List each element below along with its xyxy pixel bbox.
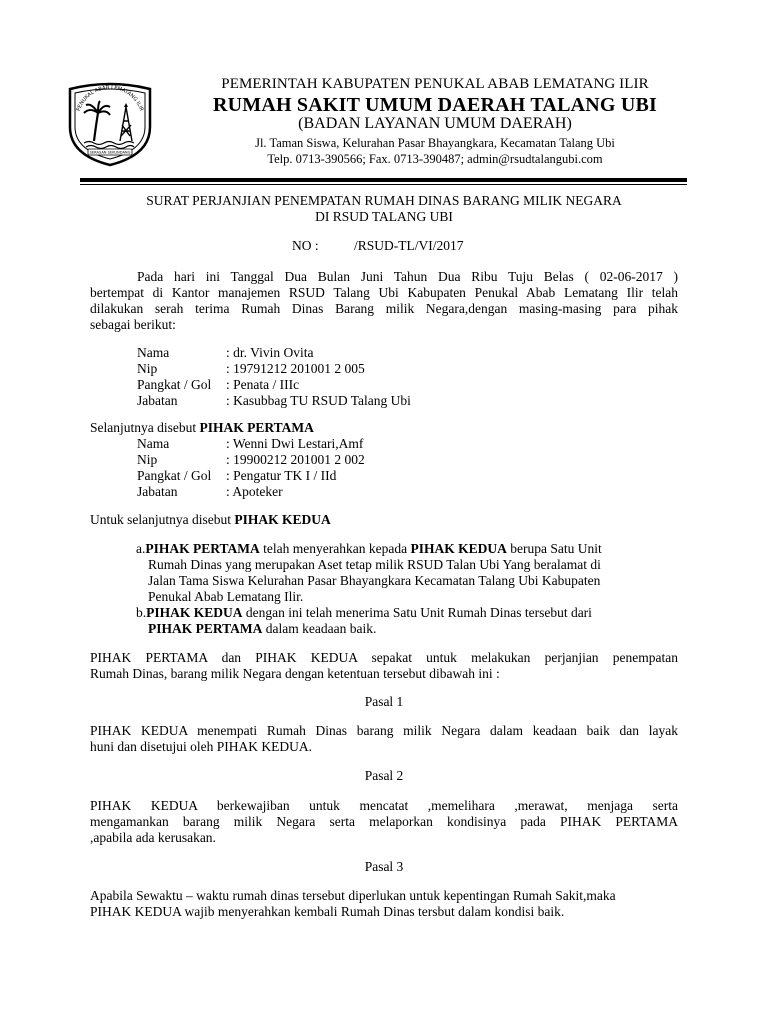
intro-line: sebagai berikut: [90, 317, 176, 332]
document-subtitle: DI RSUD TALANG UBI [315, 209, 453, 224]
point-b [136, 605, 592, 621]
point-a-marker: a. [136, 541, 146, 556]
point-a-bold: PIHAK PERTAMA [145, 541, 260, 556]
party1-value: : Kasubbag TU RSUD Talang Ubi [226, 393, 411, 408]
document-title: SURAT PERJANJIAN PENEMPATAN RUMAH DINAS BARANG MILIK NEGARA [146, 193, 622, 208]
address: Jl. Taman Siswa, Kelurahan Pasar Bhayangkara, Kecamatan Talang Ubi [255, 136, 615, 150]
point-b-bold: PIHAK PERTAMA [148, 621, 263, 636]
party1-label: Nip [137, 361, 158, 376]
pasal-1-line: PIHAK KEDUA menempati Rumah Dinas barang milik Negara dalam keadaan baik dan layak [90, 723, 678, 738]
point-a-text: telah menyerahkan kepada [259, 541, 411, 556]
intro-line: Pada hari ini Tanggal Dua Bulan Juni Tahun Dua Ribu Tuju Belas ( 02-06-2017 ) [137, 269, 678, 284]
point-b-marker: b. [136, 605, 147, 620]
party2-value: : Apoteker [226, 484, 283, 499]
party1-label: Pangkat / Gol [137, 377, 212, 392]
pasal-2-line: PIHAK KEDUA berkewajiban untuk mencatat ,memelihara ,merawat, menjaga serta [90, 798, 678, 813]
point-b-text: dengan ini telah menerima Satu Unit Rumah Dinas tersebut dari [242, 605, 592, 620]
government-name: PEMERINTAH KABUPATEN PENUKAL ABAB LEMATANG ILIR [221, 76, 649, 92]
seal-motto: SERASAN SEKUNDANG [89, 150, 131, 155]
pasal-1-line: huni dan disetujui oleh PIHAK KEDUA. [90, 739, 312, 754]
seal-top-text: PENUKAL ABAB LEMATANG ILIR [75, 84, 145, 113]
party2-caption [90, 512, 331, 528]
party1-caption [90, 420, 314, 436]
pasal-2-heading: Pasal 2 [364, 768, 404, 783]
point-a [136, 541, 602, 557]
party2-caption-bold: PIHAK KEDUA [234, 512, 331, 527]
party2-label: Pangkat / Gol [137, 468, 212, 483]
hospital-name: RUMAH SAKIT UMUM DAERAH TALANG UBI [212, 94, 658, 116]
party2-value: : 19900212 201001 2 002 [226, 452, 365, 467]
agreement-line: PIHAK PERTAMA dan PIHAK KEDUA sepakat untuk melakukan perjanjian penempatan [90, 650, 678, 665]
point-a-line: Penukal Abab Lematang Ilir. [148, 589, 304, 604]
party2-label: Nama [137, 436, 170, 451]
institution-type: (BADAN LAYANAN UMUM DAERAH) [298, 115, 572, 132]
party2-value: : Wenni Dwi Lestari,Amf [226, 436, 364, 451]
regency-seal-icon [64, 75, 156, 167]
party1-value: : dr. Vivin Ovita [226, 345, 314, 360]
party2-caption-text: Untuk selanjutnya disebut [90, 512, 235, 527]
point-a-line: Jalan Tama Siswa Kelurahan Pasar Bhayangkara Kecamatan Talang Ubi Kabupaten [148, 573, 601, 588]
pasal-2-line: mengamankan barang milik Negara serta melaporkan kondisinya pada PIHAK PERTAMA [90, 814, 678, 829]
document-number: /RSUD-TL/VI/2017 [354, 238, 464, 253]
party1-label: Nama [137, 345, 170, 360]
party1-value: : Penata / IIIc [226, 377, 300, 392]
pasal-1-heading: Pasal 1 [364, 694, 404, 709]
party1-caption-text: Selanjutnya disebut [90, 420, 200, 435]
party1-value: : 19791212 201001 2 005 [226, 361, 365, 376]
pasal-3-line: Apabila Sewaktu – waktu rumah dinas tersebut diperlukan untuk kepentingan Rumah Sakit,maka [90, 888, 616, 903]
point-a-bold: PIHAK KEDUA [410, 541, 507, 556]
pasal-3-line: PIHAK KEDUA wajib menyerahkan kembali Rumah Dinas tersbut dalam kondisi baik. [90, 904, 565, 919]
letterhead-divider-thin [80, 184, 687, 185]
point-b-line [148, 621, 376, 637]
pasal-3-heading: Pasal 3 [364, 859, 404, 874]
point-b-bold: PIHAK KEDUA [146, 605, 243, 620]
party2-value: : Pengatur TK I / IId [226, 468, 337, 483]
agreement-line: Rumah Dinas, barang milik Negara dengan ketentuan tersebut dibawah ini : [90, 666, 500, 681]
point-a-text: berupa Satu Unit [506, 541, 602, 556]
point-b-text: dalam keadaan baik. [262, 621, 377, 636]
party1-label: Jabatan [137, 393, 178, 408]
document-number-label: NO : [292, 238, 319, 253]
party2-label: Nip [137, 452, 158, 467]
party2-label: Jabatan [137, 484, 178, 499]
party1-caption-bold: PIHAK PERTAMA [199, 420, 314, 435]
contact-info: Telp. 0713-390566; Fax. 0713-390487; admin@rsudtalangubi.com [267, 152, 603, 166]
point-a-line: Rumah Dinas yang merupakan Aset tetap milik RSUD Talan Ubi Yang beralamat di [148, 557, 601, 572]
intro-line: dilakukan serah terima Rumah Dinas Barang milik Negara,dengan masing-masing para pihak [90, 301, 678, 316]
letterhead-divider [80, 178, 687, 182]
pasal-2-line: ,apabila ada kerusakan. [90, 830, 216, 845]
intro-line: bertempat di Kantor manajemen RSUD Talang Ubi Kabupaten Penukal Abab Lematang Ilir telah [90, 285, 678, 300]
